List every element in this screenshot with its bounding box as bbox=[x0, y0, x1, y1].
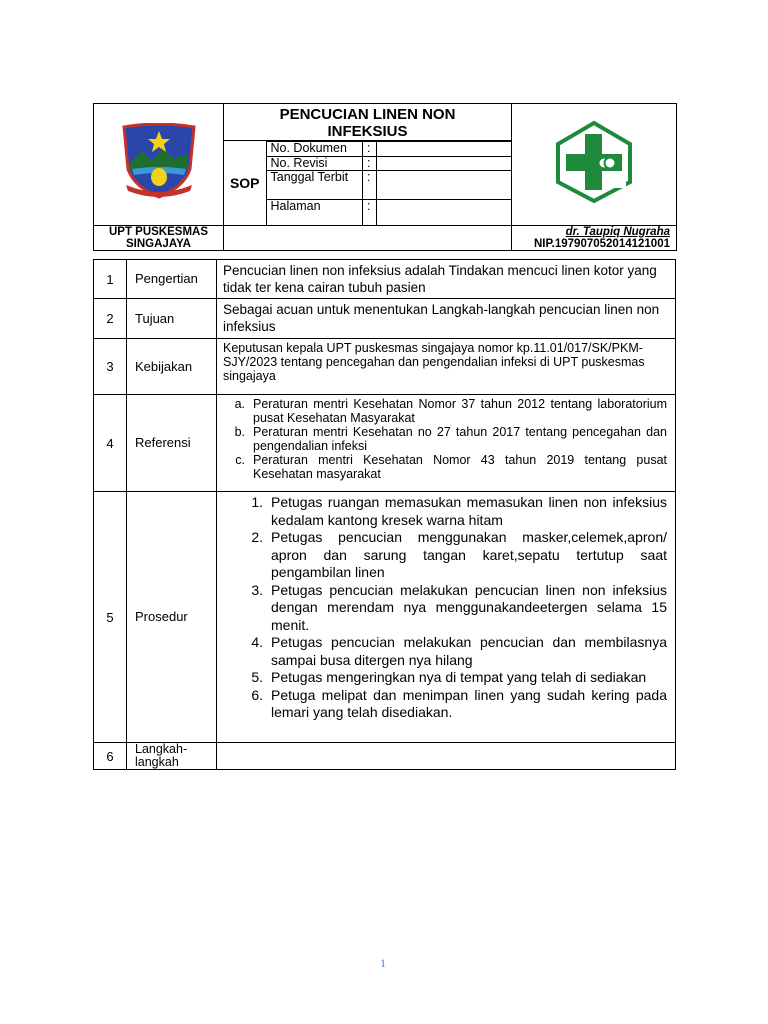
reference-list bbox=[223, 397, 667, 481]
sop-content-table bbox=[93, 259, 676, 770]
document-meta-table: No. Dokumen : No. Revisi : Tanggal Terbit : Halaman : bbox=[267, 141, 512, 225]
list-item: a. Peraturan mentri Kesehatan Nomor 37 tahun 2012 tentang laboratorium pusat Kesehatan Masyarakat bbox=[234, 397, 667, 425]
page-number: 1 bbox=[380, 956, 386, 970]
list-item: 4. Petugas pencucian melakukan pencucian dan membilasnya sampai busa ditergen nya hilang bbox=[251, 634, 667, 668]
regency-emblem-icon bbox=[118, 123, 200, 201]
row-content bbox=[217, 743, 676, 770]
blank-cell bbox=[224, 226, 512, 251]
table-row: 1 Pengertian Pencucian linen non infeksius adalah Tindakan mencuci linen kotor yang tidak ter kena cairan tubuh pasien bbox=[94, 260, 676, 299]
row-content bbox=[217, 395, 676, 492]
row-label: Kebijakan bbox=[127, 339, 217, 395]
row-label: Pengertian bbox=[127, 260, 217, 299]
list-item: 3. Petugas pencucian melakukan pencucian linen non infeksius dengan merendam nya menggunakandeetergen selama 15 menit. bbox=[251, 581, 667, 633]
table-row: 2 Tujuan Sebagai acuan untuk menentukan Langkah-langkah pencucian linen non infeksius bbox=[94, 299, 676, 339]
sop-header-table bbox=[93, 103, 677, 251]
row-content: Sebagai acuan untuk menentukan Langkah-langkah pencucian linen non infeksius bbox=[217, 299, 676, 339]
row-content: Keputusan kepala UPT puskesmas singajaya nomor kp.11.01/017/SK/PKM-SJY/2023 tentang pencegahan dan pengendalian infeksi di UPT puskesmas singajaya bbox=[217, 339, 676, 395]
row-label: Referensi bbox=[127, 395, 217, 492]
document-title: PENCUCIAN LINEN NON INFEKSIUS bbox=[279, 106, 456, 140]
meta-label: Tanggal Terbit bbox=[267, 171, 363, 200]
row-label: Prosedur bbox=[127, 492, 217, 743]
sop-label: SOP bbox=[224, 141, 266, 226]
list-item: b. Peraturan mentri Kesehatan no 27 tahun 2017 tentang pencegahan dan pengendalian infeksi bbox=[234, 425, 667, 453]
puskesmas-logo-icon bbox=[552, 120, 636, 204]
procedure-list bbox=[223, 494, 667, 722]
table-row: 4 Referensi a. Peraturan mentri Kesehatan Nomor 37 tahun 2012 tentang laboratorium pusat Kesehatan Masyarakat b. Peraturan mentri Kesehatan no 27 tahun 2017 tentang pencegahan dan pengendalian infeksi c. Peraturan mentri Kesehatan Nomor 43 tahun 2019 tentang pusat Kesehatan masyarakat bbox=[94, 395, 676, 492]
organization-name: UPT PUSKESMAS SINGAJAYA bbox=[94, 226, 224, 251]
meta-label: No. Revisi bbox=[267, 157, 363, 171]
row-content bbox=[217, 492, 676, 743]
health-logo-cell bbox=[512, 104, 677, 226]
list-item: 6. Petuga melipat dan menimpan linen yang sudah kering pada lemari yang telah disediakan. bbox=[251, 686, 667, 720]
meta-label: Halaman bbox=[267, 200, 363, 225]
signer-name: dr. Taupiq Nugraha bbox=[565, 226, 670, 238]
meta-label: No. Dokumen bbox=[267, 142, 363, 157]
table-row: 5 Prosedur 1. Petugas ruangan memasukan memasukan linen non infeksius kedalam kantong kresek warna hitam 2. Petugas pencucian menggunakan masker,celemek,apron/ apron dan sarung tangan karet,sepatu tertutup saat pengambilan linen 3. Petugas pencucian melakukan pencucian linen non infeksius dengan merendam nya menggunakandeetergen selama 15 menit. 4. Petugas pencucian melakukan pencucian dan membilasnya sampai busa ditergen nya hilang 5. Petugas mengeringkan nya di tempat yang telah di sediakan 6. Petuga melipat dan menimpan linen yang sudah kering pada lemari yang telah disediakan. bbox=[94, 492, 676, 743]
list-item: 5. Petugas mengeringkan nya di tempat yang telah di sediakan bbox=[251, 669, 647, 685]
title-block bbox=[224, 104, 512, 226]
list-item: c. Peraturan mentri Kesehatan Nomor 43 tahun 2019 tentang pusat Kesehatan masyarakat bbox=[235, 453, 667, 481]
row-content: Pencucian linen non infeksius adalah Tindakan mencuci linen kotor yang tidak ter kena cairan tubuh pasien bbox=[217, 260, 676, 299]
regency-logo-cell bbox=[94, 104, 224, 226]
table-row: 6 Langkah-langkah bbox=[94, 743, 676, 770]
signer-nip: NIP.197907052014121001 bbox=[533, 238, 670, 250]
list-item: 2. Petugas pencucian menggunakan masker,celemek,apron/ apron dan sarung tangan karet,sepatu tertutup saat pengambilan linen bbox=[251, 529, 667, 580]
list-item: 1. Petugas ruangan memasukan memasukan linen non infeksius kedalam kantong kresek warna hitam bbox=[251, 494, 667, 528]
row-label: Tujuan bbox=[127, 299, 217, 339]
row-label: Langkah-langkah bbox=[127, 743, 217, 770]
table-row: 3 Kebijakan Keputusan kepala UPT puskesmas singajaya nomor kp.11.01/017/SK/PKM-SJY/2023 tentang pencegahan dan pengendalian infeksi di UPT puskesmas singajaya bbox=[94, 339, 676, 395]
signer-block bbox=[512, 226, 677, 251]
